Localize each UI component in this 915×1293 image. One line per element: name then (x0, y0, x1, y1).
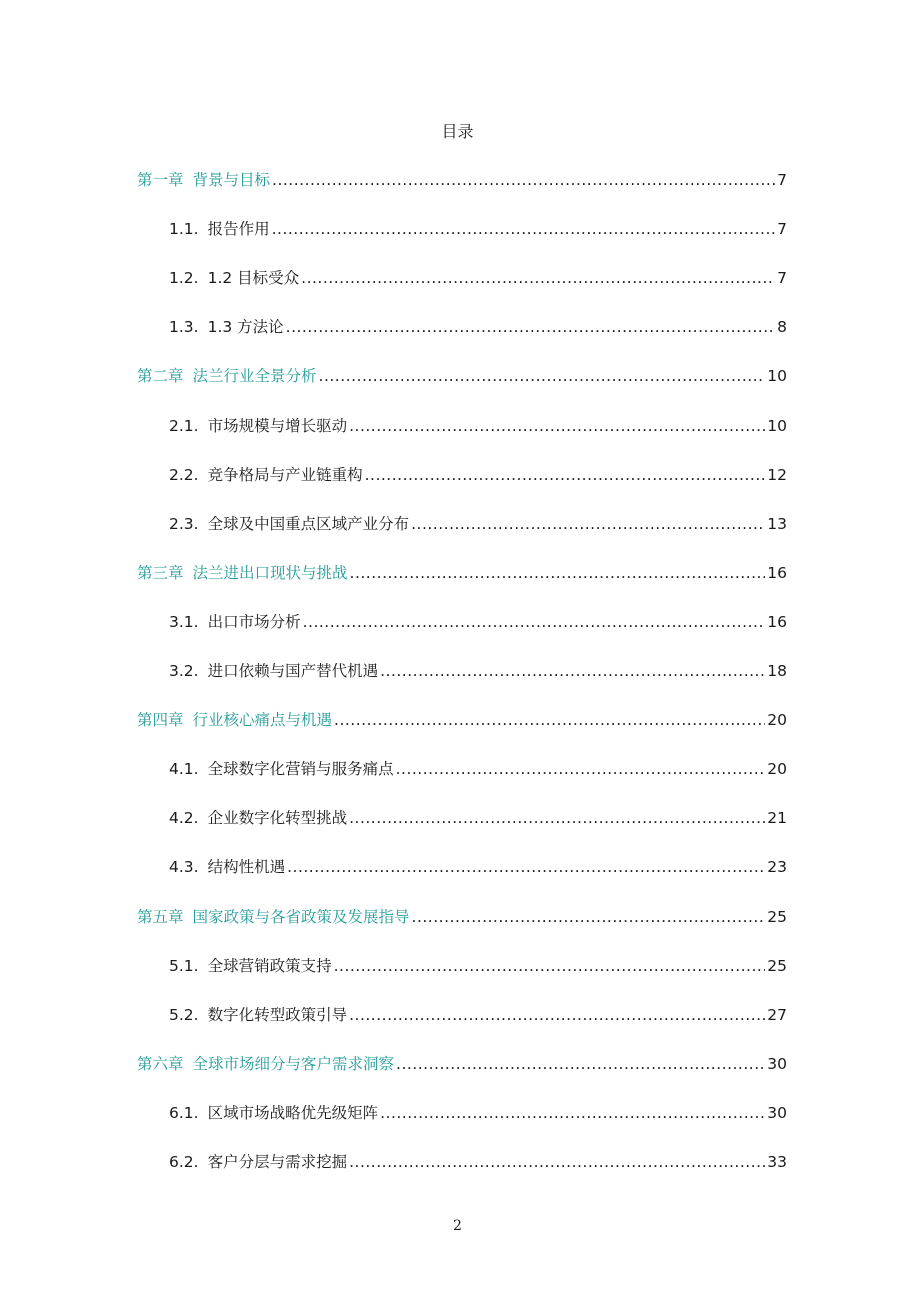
dot-leader (334, 708, 765, 732)
dot-leader (303, 610, 766, 634)
dot-leader (350, 561, 766, 585)
toc-entry-label: 竞争格局与产业链重构 (207, 465, 363, 484)
toc-entry-number: 第三章 (137, 563, 184, 582)
toc-entry-page: 30 (767, 1103, 787, 1122)
dot-leader (380, 1101, 765, 1125)
toc-entry-label: 全球及中国重点区域产业分布 (207, 514, 410, 533)
toc-entry-label: 结构性机遇 (207, 858, 286, 877)
toc-entry-number: 第六章 (137, 1054, 184, 1073)
toc-entry-page: 7 (777, 220, 787, 239)
toc-entry-number: 5.2. (169, 1005, 199, 1024)
toc-entry-label: 进口依赖与国产替代机遇 (207, 662, 379, 680)
toc-entry-label: 企业数字化转型挑战 (207, 809, 348, 828)
dot-leader (287, 855, 765, 879)
dot-leader (272, 168, 775, 192)
toc-entry-label: 全球市场细分与客户需求洞察 (192, 1054, 395, 1073)
toc-entry-label: 出口市场分析 (207, 612, 301, 631)
toc-chapter-entry[interactable] (137, 168, 787, 192)
toc-entry-page: 10 (767, 367, 787, 386)
toc-entry-page: 30 (767, 1054, 787, 1073)
toc-entry-number: 1.1. (169, 220, 199, 239)
dot-leader (380, 659, 765, 683)
dot-leader (301, 266, 775, 290)
toc-section-entry[interactable] (169, 610, 787, 634)
toc-chapter-entry[interactable] (137, 364, 787, 388)
toc-entry-label: 报告作用 (207, 220, 270, 239)
dot-leader (396, 757, 766, 781)
toc-entry-number: 6.1. (169, 1103, 199, 1122)
toc-entry-label: 法兰行业全景分析 (192, 367, 317, 386)
toc-entry-number: 4.1. (169, 760, 199, 779)
toc-entry-number: 3.1. (169, 612, 199, 631)
dot-leader (286, 315, 775, 339)
toc-entry-number: 第五章 (137, 907, 184, 926)
toc-entry-label: 1.3 方法论 (207, 318, 284, 337)
page-number: 2 (453, 1218, 462, 1234)
toc-section-entry[interactable] (169, 217, 787, 241)
toc-entry-page: 16 (767, 563, 787, 582)
dot-leader (349, 1003, 765, 1027)
toc-entry-page: 10 (767, 416, 787, 435)
toc-section-entry[interactable] (169, 512, 787, 536)
toc-section-entry[interactable] (169, 1150, 787, 1174)
toc-section-entry[interactable] (169, 414, 787, 438)
toc-entry-number: 第一章 (137, 171, 184, 189)
toc-entry-page: 7 (777, 269, 787, 288)
toc-entry-page: 7 (777, 171, 787, 189)
toc-entry-page: 12 (767, 465, 787, 484)
toc-entry-page: 20 (767, 711, 787, 730)
toc-entry-number: 1.3. (169, 318, 199, 337)
toc-entry-label: 行业核心痛点与机遇 (192, 711, 333, 730)
toc-entry-page: 27 (767, 1005, 787, 1024)
toc-entry-label: 客户分层与需求挖掘 (207, 1153, 348, 1171)
toc-entry-number: 2.2. (169, 465, 199, 484)
toc-entry-number: 4.3. (169, 858, 199, 877)
toc-section-entry[interactable] (169, 855, 787, 879)
toc-chapter-entry[interactable] (137, 905, 787, 929)
toc-entry-page: 25 (767, 907, 787, 926)
toc-entry-page: 23 (767, 858, 787, 877)
dot-leader (365, 463, 766, 487)
toc-section-entry[interactable] (169, 1101, 787, 1125)
toc-entry-number: 3.2. (169, 662, 199, 680)
toc-entry-label: 法兰进出口现状与挑战 (192, 563, 348, 582)
toc-entry-number: 第四章 (137, 711, 184, 730)
toc-entry-page: 18 (767, 662, 787, 680)
toc-entry-label: 全球数字化营销与服务痛点 (207, 760, 394, 779)
toc-section-entry[interactable] (169, 757, 787, 781)
toc-chapter-entry[interactable] (137, 708, 787, 732)
toc-section-entry[interactable] (169, 659, 787, 683)
dot-leader (319, 364, 766, 388)
toc-entry-label: 区域市场战略优先级矩阵 (207, 1103, 379, 1122)
toc-entry-label: 背景与目标 (192, 171, 271, 189)
dot-leader (349, 414, 765, 438)
toc-entry-number: 4.2. (169, 809, 199, 828)
toc-entry-page: 8 (777, 318, 787, 337)
dot-leader (272, 217, 776, 241)
toc-entry-page: 20 (767, 760, 787, 779)
toc-chapter-entry[interactable] (137, 1052, 787, 1076)
dot-leader (349, 1150, 765, 1174)
toc-section-entry[interactable] (169, 1003, 787, 1027)
toc-entry-label: 数字化转型政策引导 (207, 1005, 348, 1024)
toc-section-entry[interactable] (169, 954, 787, 978)
toc-entry-page: 33 (767, 1153, 787, 1171)
toc-section-entry[interactable] (169, 266, 787, 290)
toc-entry-number: 5.1. (169, 956, 199, 975)
toc-section-entry[interactable] (169, 806, 787, 830)
toc-entry-page: 25 (767, 956, 787, 975)
toc-entry-label: 全球营销政策支持 (207, 956, 332, 975)
toc-entry-number: 6.2. (169, 1153, 199, 1171)
toc-entry-page: 16 (767, 612, 787, 631)
toc-entry-number: 2.3. (169, 514, 199, 533)
toc-section-entry[interactable] (169, 315, 787, 339)
toc-entry-page: 21 (767, 809, 787, 828)
toc-entry-number: 第二章 (137, 367, 184, 386)
toc-title: 目录 (441, 122, 474, 141)
toc-entry-number: 2.1. (169, 416, 199, 435)
toc-entry-page: 13 (767, 514, 787, 533)
toc-entry-label: 市场规模与增长驱动 (207, 416, 348, 435)
dot-leader (412, 905, 766, 929)
dot-leader (334, 954, 766, 978)
dot-leader (349, 806, 765, 830)
toc-entry-number: 1.2. (169, 269, 199, 288)
dot-leader (396, 1052, 765, 1076)
toc-section-entry[interactable] (169, 463, 787, 487)
toc-entry-label: 国家政策与各省政策及发展指导 (192, 907, 410, 926)
dot-leader (411, 512, 765, 536)
toc-entry-label: 1.2 目标受众 (207, 269, 300, 288)
toc-chapter-entry[interactable] (137, 561, 787, 585)
